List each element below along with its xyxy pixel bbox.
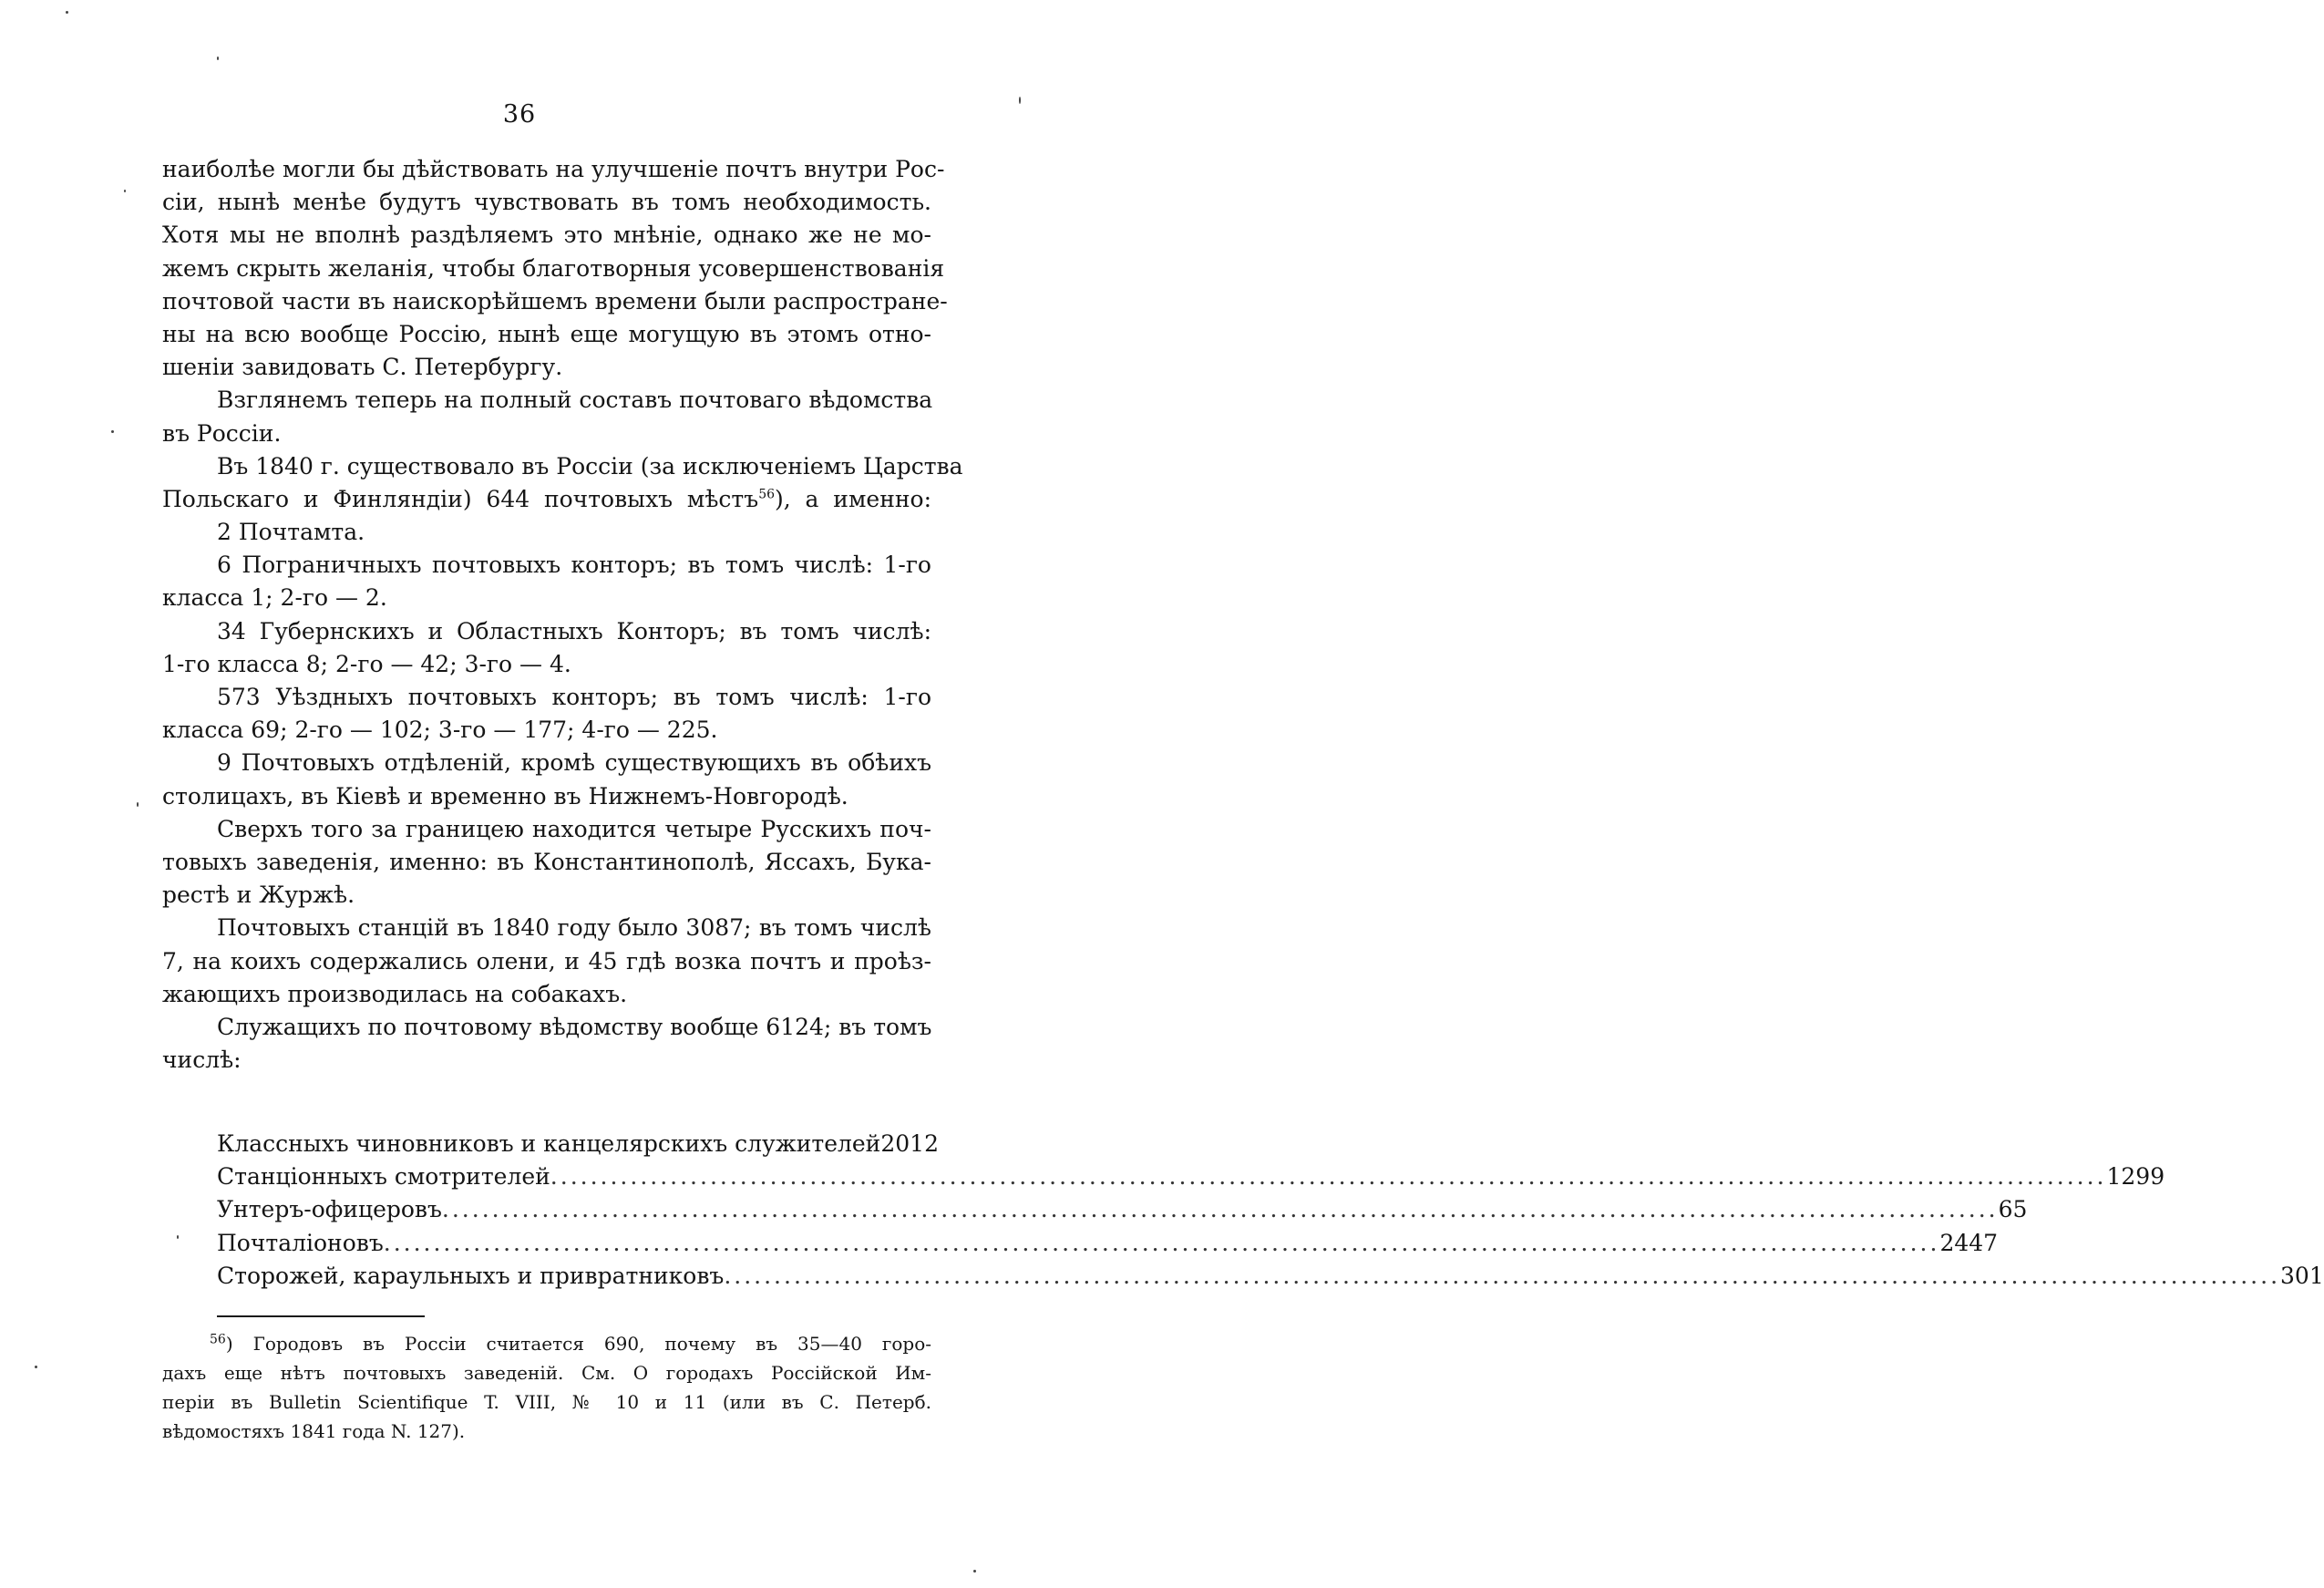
text-line: 7, на коихъ содержались олени, и 45 гдѣ возка почтъ и проѣз-: [162, 947, 931, 974]
text-line: товыхъ заведенія, именно: въ Константинополѣ, Яссахъ, Бука-: [162, 848, 931, 875]
text-line: жающихъ производилась на собакахъ.: [162, 980, 628, 1007]
dot-leader: [550, 1160, 2107, 1193]
text-line: ны на всю вообще Россію, нынѣ еще могущую въ этомъ отно-: [162, 320, 931, 347]
scan-speck: [35, 1366, 37, 1368]
text-line: Взглянемъ теперь на полный составъ почтоваго вѣдомства: [217, 387, 933, 414]
staff-value: 2012: [880, 1130, 939, 1157]
text-fragment: ) Городовъ въ Россіи считается 690, почему въ 35—40 горо-: [225, 1333, 931, 1355]
staff-row: [217, 1193, 2028, 1226]
dot-leader: [724, 1260, 2280, 1293]
body-text: [162, 153, 963, 1077]
staff-row: [217, 1160, 2165, 1193]
text-line: Въ 1840 г. существовало въ Россіи (за исключеніемъ Царства: [217, 452, 963, 479]
list-item: класса 1; 2-го — 2.: [162, 584, 387, 612]
staff-value: 301: [2280, 1262, 2324, 1289]
scan-speck: [1019, 97, 1021, 104]
text-line: почтовой части въ наискорѣйшемъ времени были распростране-: [162, 287, 948, 315]
dot-leader: [384, 1227, 1940, 1260]
list-item: 573 Уѣздныхъ почтовыхъ конторъ; въ томъ числѣ: 1-го: [217, 684, 931, 710]
text-line: шеніи завидовать С. Петербургу.: [162, 354, 563, 381]
staff-table: [217, 1128, 2324, 1293]
staff-row: [217, 1128, 939, 1160]
footnote-line: вѣдомостяхъ 1841 года N. 127).: [162, 1420, 466, 1442]
staff-label: Классныхъ чиновниковъ и канцелярскихъ служителей: [217, 1130, 881, 1157]
staff-row: [217, 1260, 2324, 1293]
text-fragment: ), а именно:: [775, 485, 932, 512]
scan-speck: [217, 57, 219, 60]
list-item: столицахъ, въ Кіевѣ и временно въ Нижнемъ-Новгородѣ.: [162, 782, 848, 809]
footnote-divider: [217, 1315, 425, 1317]
page-number: 36: [502, 100, 537, 129]
scan-speck: [111, 430, 114, 433]
staff-value: 65: [1998, 1196, 2028, 1223]
text-line: числѣ:: [162, 1047, 242, 1074]
text-line: наиболѣе могли бы дѣйствовать на улучшеніе почтъ внутри Рос-: [162, 156, 945, 182]
staff-label: Станціонныхъ смотрителей: [217, 1163, 550, 1191]
footnote: [162, 1329, 931, 1446]
scan-speck: [177, 1235, 179, 1239]
list-item: 34 Губернскихъ и Областныхъ Конторъ; въ томъ числѣ:: [217, 617, 931, 644]
staff-label: Сторожей, караульныхъ и привратниковъ: [217, 1262, 725, 1289]
text-line: Служащихъ по почтовому вѣдомству вообще 6124; въ томъ: [217, 1013, 932, 1040]
footnote-line: [162, 1329, 931, 1358]
text-fragment: Польскаго и Финляндіи) 644 почтовыхъ мѣстъ: [162, 485, 759, 512]
footnote-line: періи въ Bulletin Scientifique T. VIII, № 10 и 11 (или въ С. Петерб.: [162, 1391, 931, 1413]
list-item: 9 Почтовыхъ отдѣленій, кромѣ существующихъ въ обѣихъ: [217, 749, 931, 777]
scan-speck: [973, 1570, 976, 1573]
list-item: 1-го класса 8; 2-го — 42; 3-го — 4.: [162, 650, 571, 677]
text-line: Хотя мы не вполнѣ раздѣляемъ это мнѣніе, однако же не мо-: [162, 222, 931, 249]
staff-label: Почталіоновъ: [217, 1229, 384, 1256]
footnote-ref: 56: [758, 487, 776, 502]
dot-leader: [442, 1193, 1999, 1226]
text-line: жемъ скрыть желанія, чтобы благотворныя усовершенствованія: [162, 254, 945, 282]
text-line: рестѣ и Журжѣ.: [162, 882, 355, 909]
list-item: 6 Пограничныхъ почтовыхъ конторъ; въ томъ числѣ: 1-го: [217, 552, 931, 579]
text-line: сіи, нынѣ менѣе будутъ чувствовать въ томъ необходимость.: [162, 189, 931, 216]
scan-speck: [124, 190, 126, 192]
staff-row: [217, 1227, 1999, 1260]
staff-value: 2447: [1939, 1229, 1999, 1256]
footnote-marker: 56: [210, 1332, 226, 1347]
text-line: Почтовыхъ станцій въ 1840 году было 3087; въ томъ числѣ: [217, 914, 931, 942]
staff-label: Унтеръ-офицеровъ: [217, 1196, 442, 1223]
staff-value: 1299: [2106, 1163, 2165, 1191]
list-item: класса 69; 2-го — 102; 3-го — 177; 4-го — 225.: [162, 717, 718, 744]
list-item: 2 Почтамта.: [217, 519, 365, 546]
scan-speck: [66, 11, 68, 14]
text-line: [162, 483, 931, 516]
text-line: Сверхъ того за границею находится четыре Русскихъ поч-: [217, 815, 931, 842]
text-line: въ Россіи.: [162, 419, 282, 447]
scan-speck: [137, 802, 139, 807]
footnote-line: дахъ еще нѣтъ почтовыхъ заведеній. См. О городахъ Россійской Им-: [162, 1362, 931, 1384]
